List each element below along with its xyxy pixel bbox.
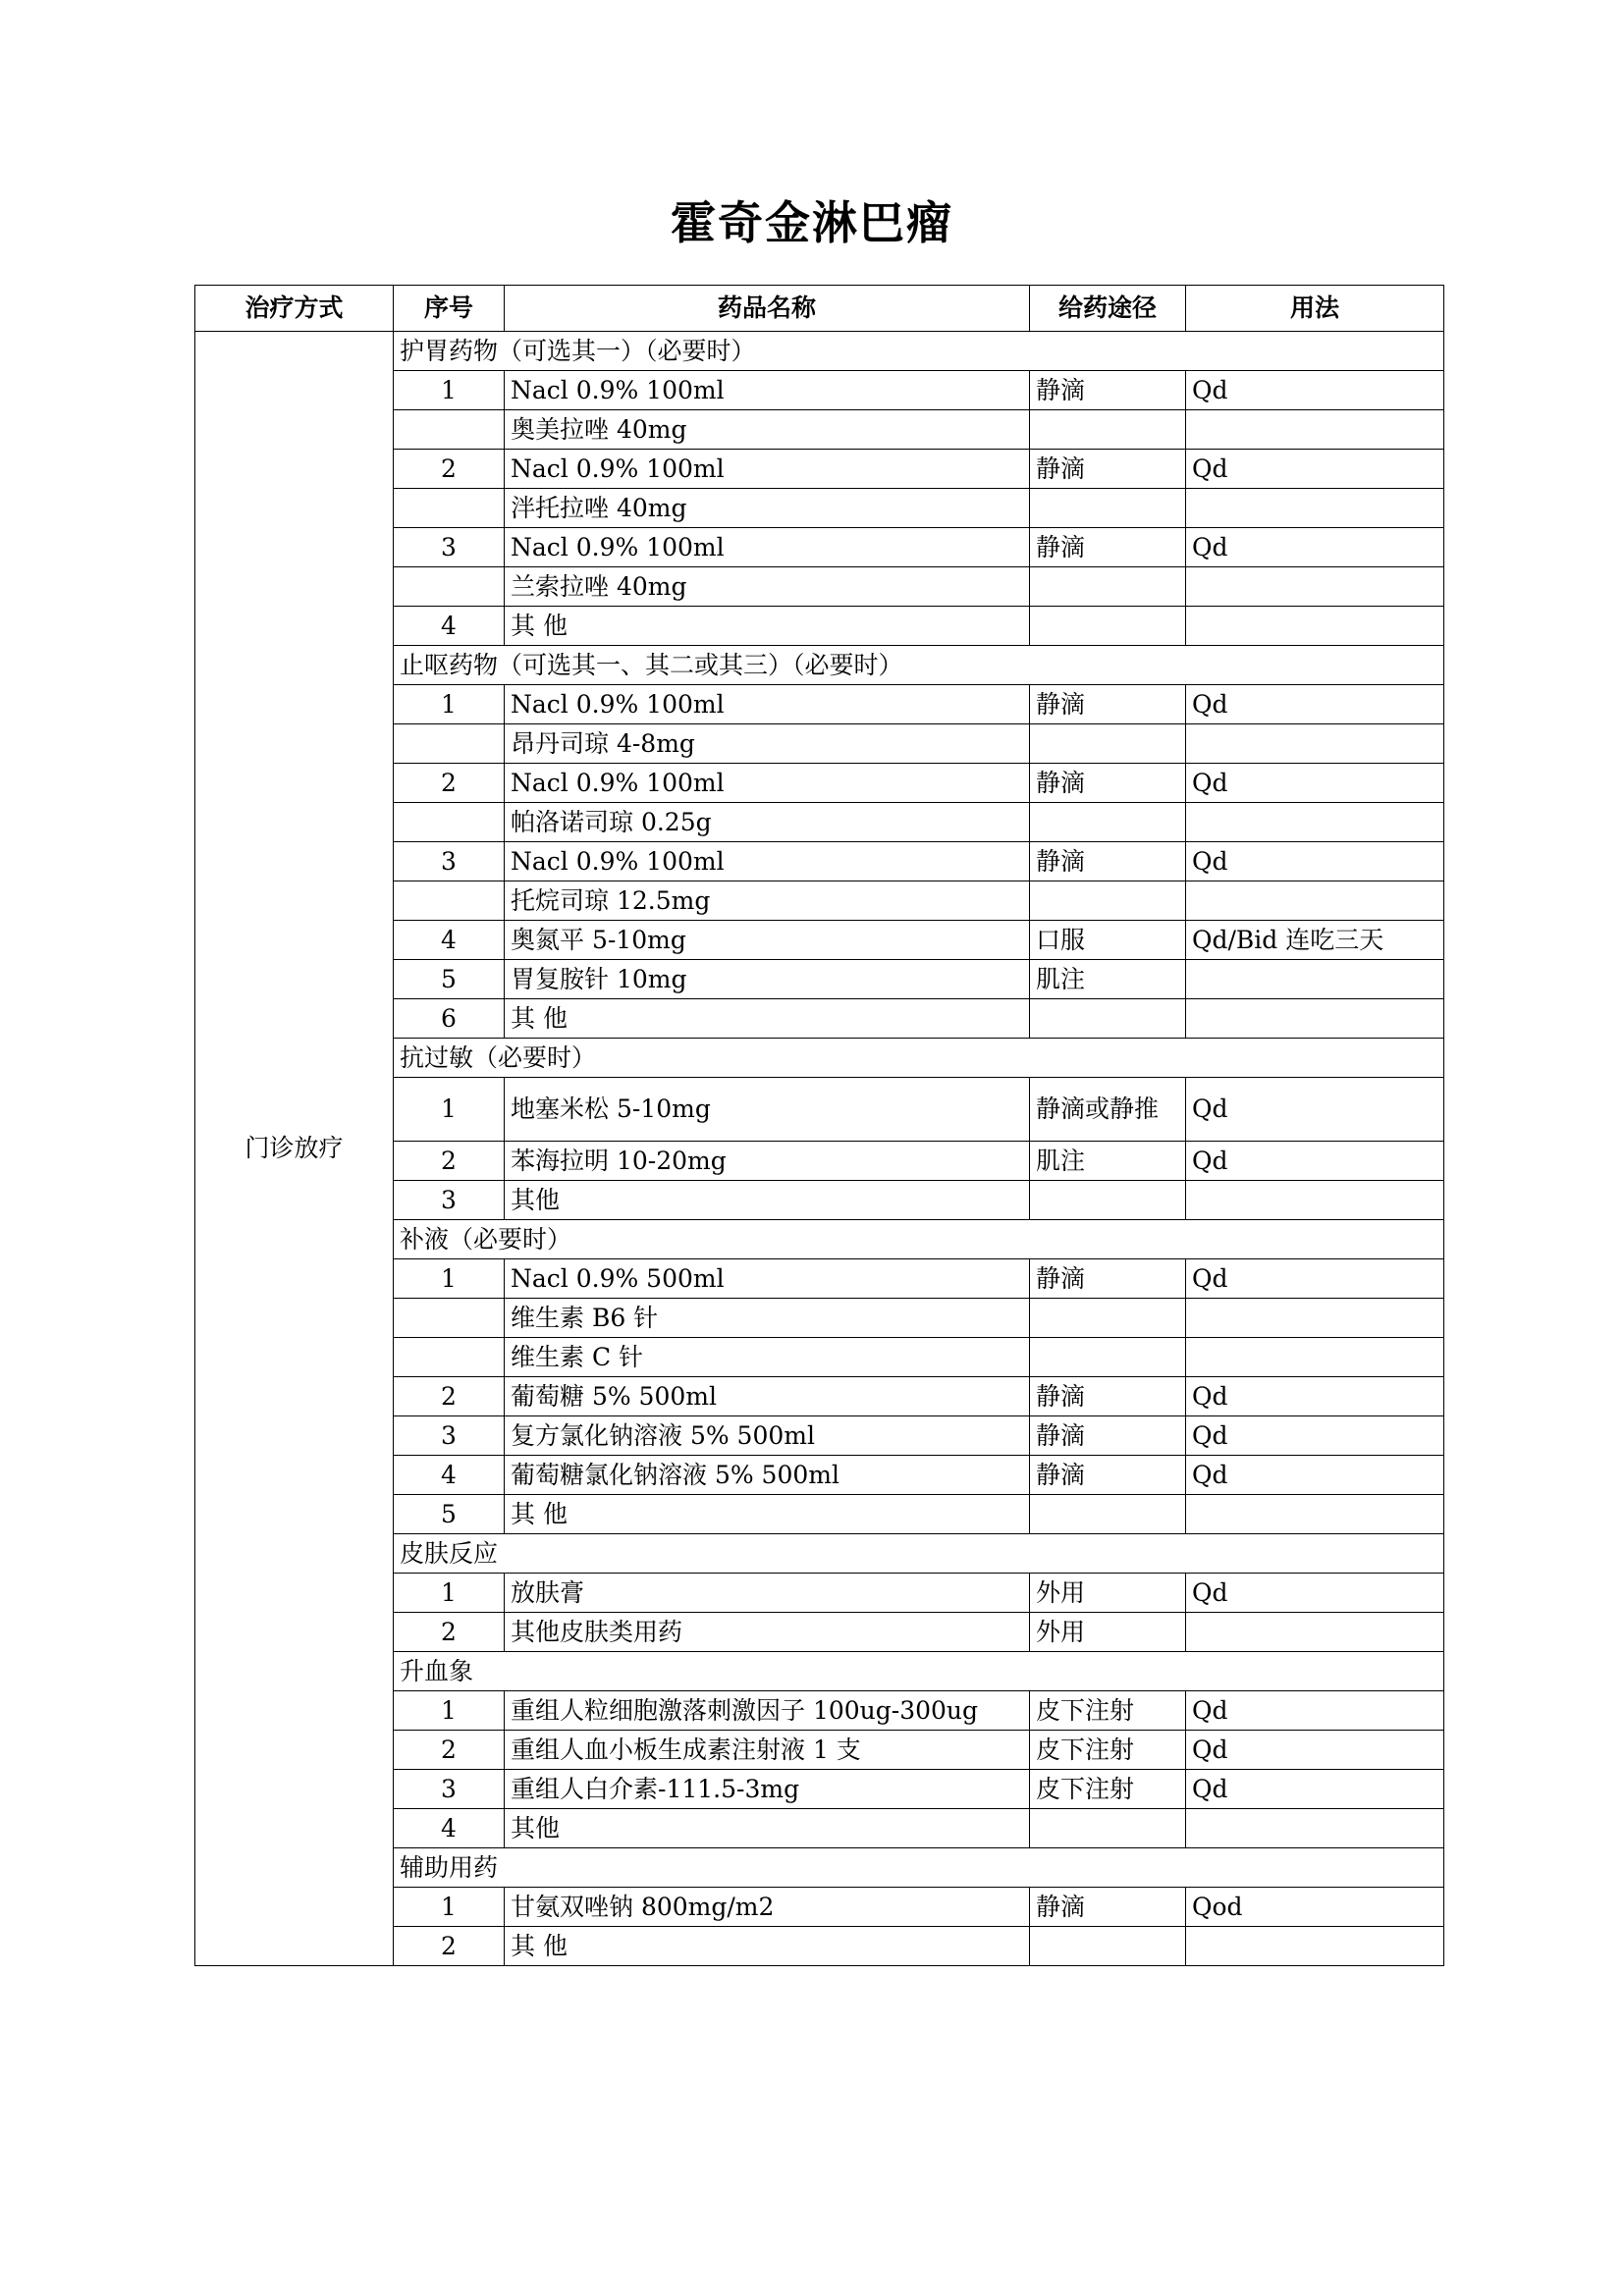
seq-cell: 4	[394, 1809, 505, 1848]
route-cell: 肌注	[1030, 960, 1186, 999]
drug-name-cell: Nacl 0.9% 100ml	[505, 450, 1030, 489]
route-cell: 皮下注射	[1030, 1770, 1186, 1809]
seq-cell: 3	[394, 528, 505, 567]
section-label: 抗过敏（必要时）	[394, 1039, 1444, 1078]
route-cell: 静滴	[1030, 371, 1186, 410]
usage-cell: Qd	[1186, 764, 1444, 803]
treatment-method-cell: 门诊放疗	[195, 332, 394, 1966]
seq-cell	[394, 724, 505, 764]
route-cell	[1030, 410, 1186, 450]
drug-name-cell: Nacl 0.9% 100ml	[505, 685, 1030, 724]
route-cell	[1030, 1927, 1186, 1966]
drug-name-cell: 维生素 C 针	[505, 1338, 1030, 1377]
usage-cell: Qd	[1186, 1377, 1444, 1416]
section-label: 升血象	[394, 1652, 1444, 1691]
section-row	[195, 332, 1444, 371]
section-label: 皮肤反应	[394, 1534, 1444, 1574]
drug-name-cell: 托烷司琼 12.5mg	[505, 881, 1030, 921]
seq-cell: 2	[394, 764, 505, 803]
drug-name-cell: 兰索拉唑 40mg	[505, 567, 1030, 607]
drug-name-cell: 地塞米松 5-10mg	[505, 1078, 1030, 1142]
usage-cell: Qd	[1186, 1142, 1444, 1181]
seq-cell	[394, 567, 505, 607]
usage-cell	[1186, 1495, 1444, 1534]
route-cell: 静滴	[1030, 1259, 1186, 1299]
route-cell: 静滴	[1030, 764, 1186, 803]
usage-cell: Qd	[1186, 842, 1444, 881]
route-cell	[1030, 1495, 1186, 1534]
drug-name-cell: 重组人粒细胞激落刺激因子 100ug-300ug	[505, 1691, 1030, 1731]
usage-cell	[1186, 724, 1444, 764]
drug-table	[194, 285, 1444, 1966]
usage-cell: Qd	[1186, 1574, 1444, 1613]
table-body	[195, 332, 1444, 1966]
seq-cell: 2	[394, 450, 505, 489]
route-cell	[1030, 489, 1186, 528]
section-label: 补液（必要时）	[394, 1220, 1444, 1259]
drug-name-cell: 奥氮平 5-10mg	[505, 921, 1030, 960]
usage-cell: Qd	[1186, 528, 1444, 567]
drug-name-cell: 重组人白介素-111.5-3mg	[505, 1770, 1030, 1809]
seq-cell	[394, 1338, 505, 1377]
usage-cell: Qd	[1186, 450, 1444, 489]
usage-cell: Qod	[1186, 1888, 1444, 1927]
usage-cell	[1186, 999, 1444, 1039]
seq-cell: 4	[394, 921, 505, 960]
drug-name-cell: 昂丹司琼 4-8mg	[505, 724, 1030, 764]
drug-name-cell: 放肤膏	[505, 1574, 1030, 1613]
route-cell	[1030, 567, 1186, 607]
usage-cell: Qd/Bid 连吃三天	[1186, 921, 1444, 960]
route-cell	[1030, 1809, 1186, 1848]
usage-cell: Qd	[1186, 1456, 1444, 1495]
seq-cell: 2	[394, 1377, 505, 1416]
seq-cell	[394, 881, 505, 921]
usage-cell	[1186, 1613, 1444, 1652]
usage-cell	[1186, 567, 1444, 607]
drug-name-cell: 奥美拉唑 40mg	[505, 410, 1030, 450]
usage-cell: Qd	[1186, 1078, 1444, 1142]
route-cell: 静滴	[1030, 1377, 1186, 1416]
usage-cell	[1186, 1299, 1444, 1338]
drug-name-cell: Nacl 0.9% 100ml	[505, 528, 1030, 567]
drug-name-cell: 胃复胺针 10mg	[505, 960, 1030, 999]
route-cell: 肌注	[1030, 1142, 1186, 1181]
usage-cell: Qd	[1186, 1416, 1444, 1456]
usage-cell	[1186, 410, 1444, 450]
route-cell: 口服	[1030, 921, 1186, 960]
route-cell	[1030, 881, 1186, 921]
seq-cell: 4	[394, 1456, 505, 1495]
route-cell: 静滴	[1030, 528, 1186, 567]
usage-cell: Qd	[1186, 1259, 1444, 1299]
route-cell	[1030, 1181, 1186, 1220]
route-cell: 静滴	[1030, 842, 1186, 881]
route-cell	[1030, 999, 1186, 1039]
usage-cell	[1186, 1927, 1444, 1966]
header-usage: 用法	[1186, 286, 1444, 332]
drug-name-cell: 其 他	[505, 1927, 1030, 1966]
route-cell: 皮下注射	[1030, 1691, 1186, 1731]
section-label: 辅助用药	[394, 1848, 1444, 1888]
drug-name-cell: 帕洛诺司琼 0.25g	[505, 803, 1030, 842]
usage-cell: Qd	[1186, 1770, 1444, 1809]
seq-cell: 2	[394, 1731, 505, 1770]
usage-cell	[1186, 1338, 1444, 1377]
seq-cell: 1	[394, 1888, 505, 1927]
drug-name-cell: 葡萄糖氯化钠溶液 5% 500ml	[505, 1456, 1030, 1495]
route-cell	[1030, 803, 1186, 842]
route-cell: 外用	[1030, 1613, 1186, 1652]
seq-cell: 1	[394, 1574, 505, 1613]
route-cell	[1030, 607, 1186, 646]
header-seq: 序号	[394, 286, 505, 332]
usage-cell: Qd	[1186, 371, 1444, 410]
seq-cell: 1	[394, 1259, 505, 1299]
seq-cell	[394, 410, 505, 450]
seq-cell	[394, 1299, 505, 1338]
document-title: 霍奇金淋巴瘤	[671, 196, 953, 249]
drug-name-cell: 其他	[505, 1809, 1030, 1848]
drug-name-cell: 其 他	[505, 1495, 1030, 1534]
route-cell: 皮下注射	[1030, 1731, 1186, 1770]
header-name: 药品名称	[505, 286, 1030, 332]
drug-name-cell: Nacl 0.9% 500ml	[505, 1259, 1030, 1299]
route-cell	[1030, 724, 1186, 764]
route-cell	[1030, 1299, 1186, 1338]
seq-cell: 5	[394, 1495, 505, 1534]
drug-name-cell: 甘氨双唑钠 800mg/m2	[505, 1888, 1030, 1927]
header-route: 给药途径	[1030, 286, 1186, 332]
route-cell: 静滴	[1030, 685, 1186, 724]
drug-name-cell: 重组人血小板生成素注射液 1 支	[505, 1731, 1030, 1770]
seq-cell: 2	[394, 1142, 505, 1181]
drug-name-cell: 维生素 B6 针	[505, 1299, 1030, 1338]
usage-cell	[1186, 489, 1444, 528]
drug-name-cell: 复方氯化钠溶液 5% 500ml	[505, 1416, 1030, 1456]
drug-name-cell: 其他皮肤类用药	[505, 1613, 1030, 1652]
usage-cell: Qd	[1186, 1691, 1444, 1731]
drug-name-cell: 其 他	[505, 999, 1030, 1039]
route-cell	[1030, 1338, 1186, 1377]
drug-name-cell: 苯海拉明 10-20mg	[505, 1142, 1030, 1181]
seq-cell: 6	[394, 999, 505, 1039]
usage-cell	[1186, 960, 1444, 999]
usage-cell	[1186, 1809, 1444, 1848]
seq-cell: 1	[394, 1078, 505, 1142]
table-header-row	[195, 286, 1444, 332]
seq-cell: 1	[394, 1691, 505, 1731]
seq-cell: 1	[394, 685, 505, 724]
section-label: 止呕药物（可选其一、其二或其三）（必要时）	[394, 646, 1444, 685]
route-cell: 静滴	[1030, 1416, 1186, 1456]
usage-cell: Qd	[1186, 685, 1444, 724]
drug-name-cell: 其 他	[505, 607, 1030, 646]
route-cell: 静滴或静推	[1030, 1078, 1186, 1142]
usage-cell	[1186, 803, 1444, 842]
seq-cell: 5	[394, 960, 505, 999]
drug-name-cell: Nacl 0.9% 100ml	[505, 764, 1030, 803]
usage-cell	[1186, 881, 1444, 921]
route-cell: 静滴	[1030, 1456, 1186, 1495]
seq-cell: 1	[394, 371, 505, 410]
route-cell: 外用	[1030, 1574, 1186, 1613]
drug-name-cell: Nacl 0.9% 100ml	[505, 842, 1030, 881]
route-cell: 静滴	[1030, 1888, 1186, 1927]
drug-name-cell: 葡萄糖 5% 500ml	[505, 1377, 1030, 1416]
seq-cell: 3	[394, 1181, 505, 1220]
drug-name-cell: Nacl 0.9% 100ml	[505, 371, 1030, 410]
route-cell: 静滴	[1030, 450, 1186, 489]
drug-name-cell: 泮托拉唑 40mg	[505, 489, 1030, 528]
seq-cell: 4	[394, 607, 505, 646]
seq-cell: 2	[394, 1613, 505, 1652]
seq-cell	[394, 489, 505, 528]
drug-name-cell: 其他	[505, 1181, 1030, 1220]
usage-cell: Qd	[1186, 1731, 1444, 1770]
seq-cell: 3	[394, 1770, 505, 1809]
seq-cell: 2	[394, 1927, 505, 1966]
seq-cell	[394, 803, 505, 842]
seq-cell: 3	[394, 1416, 505, 1456]
section-label: 护胃药物（可选其一）（必要时）	[394, 332, 1444, 371]
header-method: 治疗方式	[195, 286, 394, 332]
seq-cell: 3	[394, 842, 505, 881]
usage-cell	[1186, 1181, 1444, 1220]
usage-cell	[1186, 607, 1444, 646]
